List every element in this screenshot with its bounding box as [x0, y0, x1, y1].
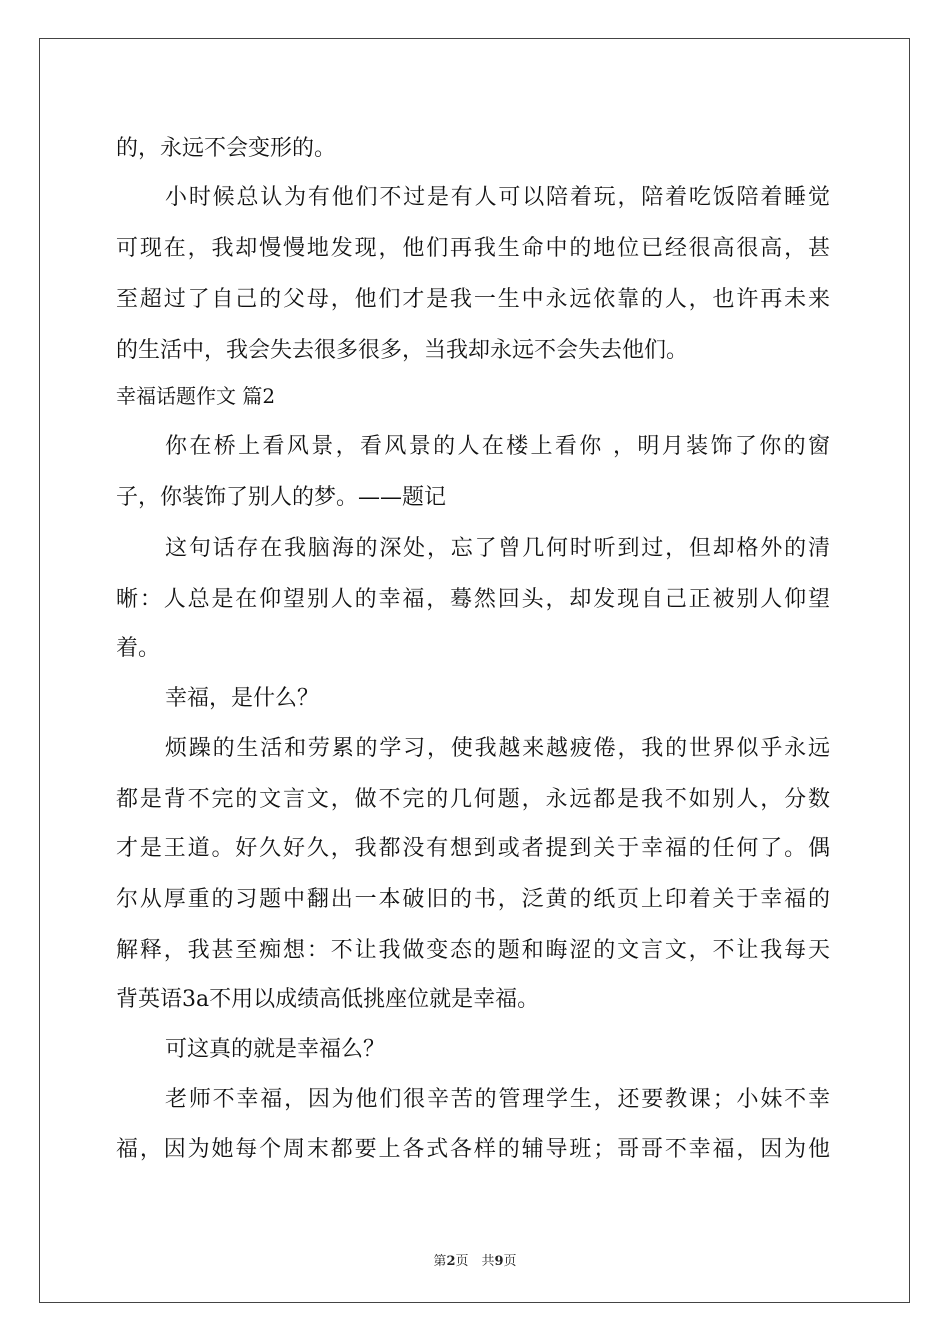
text-line: 可现在，我却慢慢地发现，他们再我生命中的地位已经很高很高，甚	[116, 236, 830, 261]
footer-total-pages: 9	[494, 1254, 504, 1269]
text-line: 才是王道。好久好久，我都没有想到或者提到关于幸福的任何了。偶	[116, 836, 830, 861]
text-line: 尔从厚重的习题中翻出一本破旧的书，泛黄的纸页上印着关于幸福的	[116, 887, 830, 912]
text-line: 至超过了自己的父母，他们才是我一生中永远依靠的人，也许再未来	[116, 287, 830, 312]
text-line: 小时候总认为有他们不过是有人可以陪着玩，陪着吃饭陪着睡觉	[165, 185, 830, 210]
text-line: 这句话存在我脑海的深处，忘了曾几何时听到过，但却格外的清	[165, 536, 830, 561]
page-border	[39, 38, 910, 1303]
footer-mid: 页 共	[455, 1254, 495, 1269]
text-line: 幸福，是什么？	[165, 686, 320, 711]
footer-prefix: 第	[433, 1254, 447, 1269]
text-line: 解释，我甚至痴想：不让我做变态的题和晦涩的文言文，不让我每天	[116, 938, 830, 963]
text-line: 背英语3a不用以成绩高低挑座位就是幸福。	[116, 987, 540, 1012]
text-line: 的，永远不会变形的。	[116, 136, 337, 161]
page-footer	[0, 1250, 950, 1269]
footer-page-number: 2	[446, 1254, 456, 1269]
text-line: 可这真的就是幸福么？	[165, 1037, 386, 1062]
text-line: 子，你装饰了别人的梦。——题记	[116, 485, 447, 510]
text-line: 着。	[116, 636, 161, 661]
footer-suffix: 页	[503, 1254, 517, 1269]
text-line: 老师不幸福，因为他们很辛苦的管理学生，还要教课；小妹不幸	[165, 1087, 830, 1112]
text-line: 晰：人总是在仰望别人的幸福，蓦然回头，却发现自己正被别人仰望	[116, 587, 830, 612]
text-line: 都是背不完的文言文，做不完的几何题，永远都是我不如别人，分数	[116, 787, 830, 812]
text-line: 你在桥上看风景，看风景的人在楼上看你 ，明月装饰了你的窗	[165, 434, 830, 459]
text-line: 烦躁的生活和劳累的学习，使我越来越疲倦，我的世界似乎永远	[165, 736, 830, 761]
text-line: 的生活中，我会失去很多很多，当我却永远不会失去他们。	[116, 338, 689, 363]
section-heading: 幸福话题作文 篇2	[116, 384, 276, 408]
text-line: 福，因为她每个周末都要上各式各样的辅导班；哥哥不幸福，因为他	[116, 1137, 830, 1162]
